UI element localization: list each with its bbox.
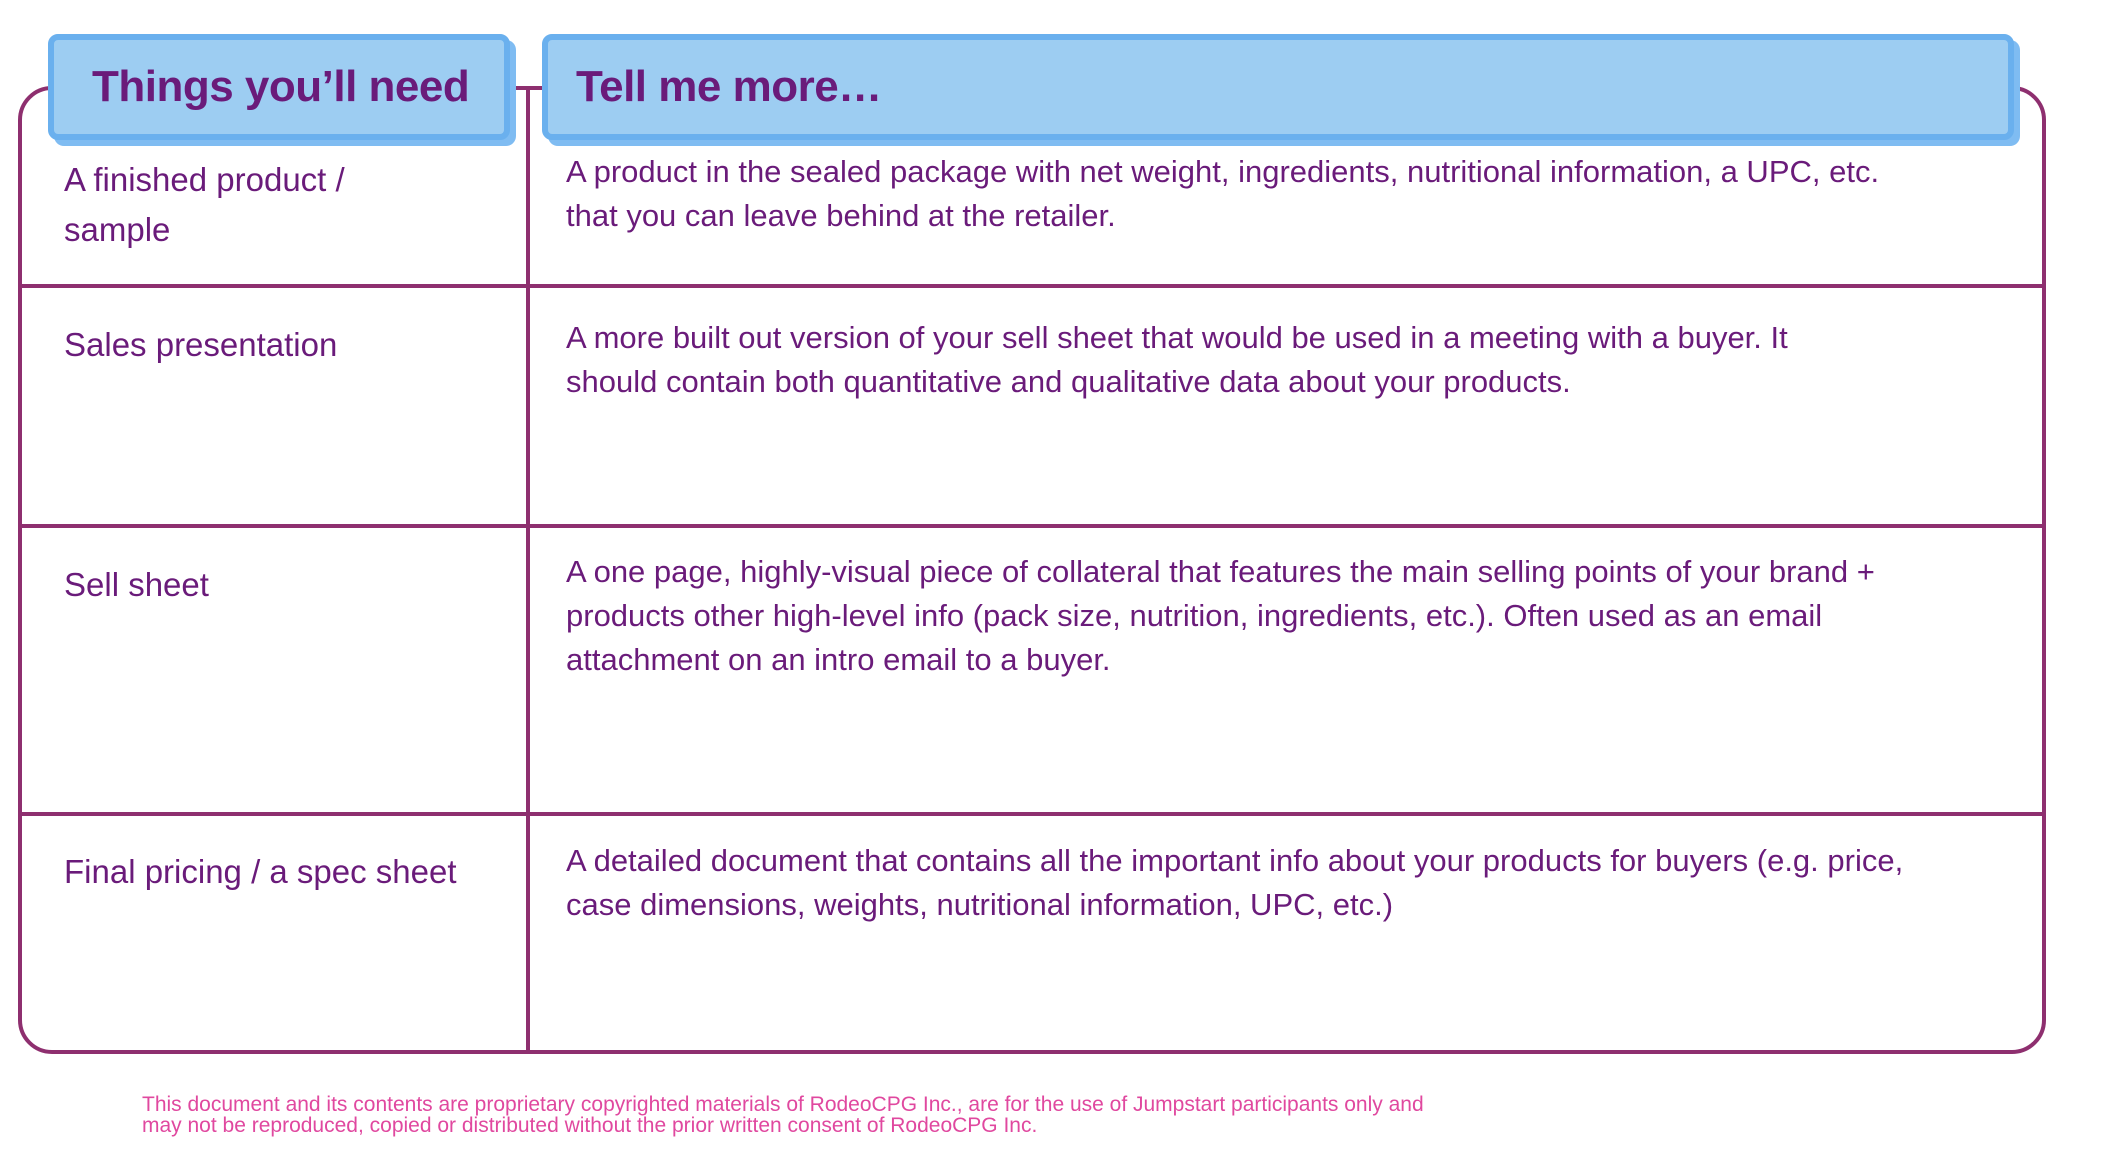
column-divider [526, 86, 530, 1054]
header-things-youll-need [48, 34, 510, 140]
header-col1-label: Things you’ll need [92, 62, 470, 111]
table-row-description: A product in the sealed package with net weight, ingredients, nutritional information, a UPC, etc. that you can leave behind at the retailer. [566, 154, 1880, 233]
footer-disclaimer: This document and its contents are proprietary copyrighted materials of RodeoCPG Inc., are for the use of Jumpstart participants only and may not be reproduced, copied or distributed without the prior written consent of RodeoCPG Inc. [142, 1093, 1424, 1137]
header-tell-me-more [542, 34, 2014, 140]
row-divider [20, 284, 2044, 288]
row-divider [20, 812, 2044, 816]
table-row-item: Final pricing / a spec sheet [64, 853, 457, 890]
table-row-item: Sales presentation [64, 326, 338, 363]
table-row-description: A one page, highly-visual piece of collateral that features the main selling points of your brand + products other high-level info (pack size, nutrition, ingredients, etc.). Often used as an email attachment on an intro email to a buyer. [566, 554, 1875, 677]
header-col2-label: Tell me more… [576, 62, 882, 111]
table-row-item: Sell sheet [64, 566, 209, 603]
row-divider [20, 524, 2044, 528]
table-row-description: A detailed document that contains all the important info about your products for buyers (e.g. price, case dimensions, weights, nutritional information, UPC, etc.) [566, 843, 1904, 922]
table-row-item: A finished product / sample [64, 161, 345, 248]
table-row-description: A more built out version of your sell sheet that would be used in a meeting with a buyer. It should contain both quantitative and qualitative data about your products. [566, 320, 1788, 399]
